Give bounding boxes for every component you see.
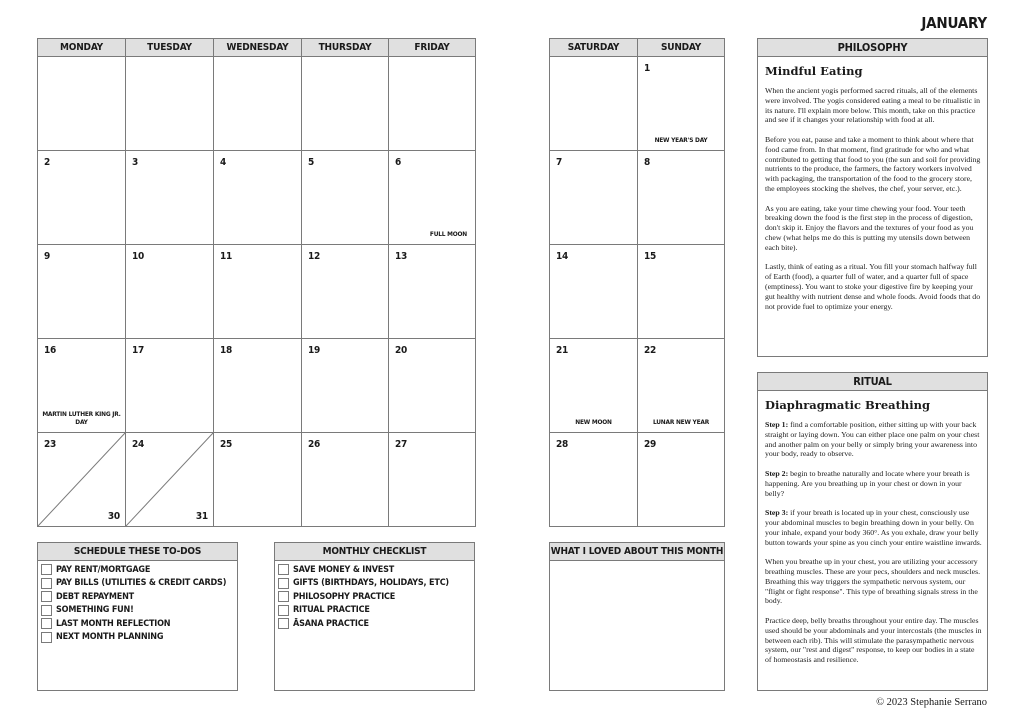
- day-cell[interactable]: [638, 433, 725, 527]
- week-row: [38, 433, 476, 527]
- day-number: 21: [556, 345, 569, 356]
- day-number: 8: [644, 157, 651, 168]
- day-cell[interactable]: [38, 339, 126, 433]
- checklist-item[interactable]: [38, 590, 237, 604]
- day-number: 9: [44, 251, 51, 262]
- week-row: [38, 339, 476, 433]
- day-event-label: MARTIN LUTHER KING JR. DAY: [42, 410, 121, 426]
- day-cell[interactable]: [38, 57, 126, 151]
- day-cell[interactable]: [389, 433, 476, 527]
- day-cell[interactable]: [38, 151, 126, 245]
- checklist-item-label: PHILOSOPHY PRACTICE: [293, 591, 396, 602]
- day-cell[interactable]: [550, 57, 638, 151]
- checklist-item-label: DEBT REPAYMENT: [56, 591, 135, 602]
- day-cell[interactable]: [214, 245, 302, 339]
- checklist-item-label: ĀSANA PRACTICE: [293, 618, 369, 629]
- month-title: JANUARY: [921, 14, 987, 32]
- day-number: 24: [132, 439, 145, 450]
- day-cell[interactable]: [214, 151, 302, 245]
- todos-box: [37, 542, 238, 691]
- checklist-item-label: PAY RENT/MORTGAGE: [56, 564, 151, 575]
- philosophy-header: PHILOSOPHY: [758, 39, 987, 57]
- checklist-item-label: PAY BILLS (UTILITIES & CREDIT CARDS): [56, 578, 227, 589]
- ritual-paragraph-text: find a comfortable position, either sitting up with your back straight or laying down. You can either place one palm on your chest and another palm on your belly or simply bring your awareness into your body, ready to observe.: [765, 420, 980, 459]
- day-number-secondary: 31: [195, 511, 208, 522]
- ritual-paragraph: [765, 469, 982, 498]
- day-cell[interactable]: [38, 433, 126, 527]
- loved-notes-area[interactable]: [550, 561, 724, 689]
- day-number: 20: [395, 345, 408, 356]
- day-number: 29: [644, 439, 657, 450]
- checklist-item-label: SAVE MONEY & INVEST: [293, 564, 395, 575]
- checkbox[interactable]: [41, 618, 52, 629]
- ritual-paragraph-text: Practice deep, belly breaths throughout your entire day. The muscles used should be your abdominals and your intercostals (the muscles in between each rib). This will stimulate the parasympathetic nervous system, our "rest and digest" response, to keep our bodies in a state of homeostasis and resilience.: [765, 615, 982, 665]
- day-cell[interactable]: [126, 57, 214, 151]
- day-cell[interactable]: [302, 245, 389, 339]
- checklist-item[interactable]: [38, 577, 237, 591]
- day-cell[interactable]: [389, 57, 476, 151]
- day-number: 17: [132, 345, 145, 356]
- day-cell[interactable]: [550, 151, 638, 245]
- day-cell[interactable]: [302, 433, 389, 527]
- checkbox[interactable]: [41, 632, 52, 643]
- checklist-item[interactable]: [38, 604, 237, 618]
- day-header-tuesday: TUESDAY: [126, 39, 214, 57]
- ritual-paragraph-text: begin to breathe naturally and locate where your breath is happening. Are you breathing up in your chest or down in your belly?: [765, 468, 970, 498]
- philosophy-body: [758, 86, 987, 311]
- day-cell[interactable]: [302, 151, 389, 245]
- checklist-item[interactable]: [275, 604, 474, 618]
- ritual-paragraph: [765, 616, 982, 665]
- ritual-panel: [757, 372, 988, 691]
- day-cell[interactable]: [214, 339, 302, 433]
- day-number: 2: [44, 157, 51, 168]
- day-number: 3: [132, 157, 139, 168]
- checklist-item-label: GIFTS (BIRTHDAYS, HOLIDAYS, ETC): [293, 578, 449, 589]
- checklist-item[interactable]: [275, 590, 474, 604]
- day-number: 19: [308, 345, 321, 356]
- day-cell[interactable]: [126, 433, 214, 527]
- day-event-label: NEW MOON: [575, 418, 612, 426]
- checklist-item[interactable]: [38, 563, 237, 577]
- checklist-item-label: LAST MONTH REFLECTION: [56, 618, 171, 629]
- day-cell[interactable]: [126, 245, 214, 339]
- week-row: [550, 151, 725, 245]
- philosophy-paragraph: When the ancient yogis performed sacred rituals, all of the elements were involved. The yogis considered eating a meal to be ritualistic in its nature. I'll explain more below. This month, take on this practice and see if it changes your relationship with food at all.: [765, 86, 981, 125]
- loved-title: WHAT I LOVED ABOUT THIS MONTH: [550, 543, 724, 561]
- step-label: Step 1:: [765, 420, 789, 429]
- day-cell[interactable]: [638, 57, 725, 151]
- checklist-item[interactable]: [275, 577, 474, 591]
- day-number: 15: [644, 251, 657, 262]
- philosophy-paragraph: Before you eat, pause and take a moment to think about where that food came from. In that moment, find gratitude for who and what contributed to getting that food to you (the sun and soil for providing nutrients to the produce, the farmers, the factory workers involved with packaging, the transportation of the food to the grocery store, the employees stocking the shelves, the chef, your server, etc.).: [765, 134, 981, 193]
- day-number: 27: [395, 439, 408, 450]
- day-number: 28: [556, 439, 569, 450]
- day-header-thursday: THURSDAY: [302, 39, 389, 57]
- checklist-item[interactable]: [275, 563, 474, 577]
- day-cell[interactable]: [550, 245, 638, 339]
- step-label: Step 3:: [765, 508, 789, 518]
- day-cell[interactable]: [638, 339, 725, 433]
- loved-box: [549, 542, 725, 691]
- ritual-paragraph: [765, 508, 982, 547]
- checkbox[interactable]: [278, 618, 289, 629]
- day-cell[interactable]: [550, 339, 638, 433]
- checklist-item-label: NEXT MONTH PLANNING: [56, 632, 164, 643]
- todos-list: [38, 561, 237, 644]
- calendar-weekdays: [37, 38, 476, 527]
- day-number: 26: [308, 439, 321, 450]
- calendar-weekend: [549, 38, 725, 527]
- day-event-label: FULL MOON: [429, 230, 467, 238]
- week-row: [550, 57, 725, 151]
- todos-title: SCHEDULE THESE TO-DOS: [38, 543, 237, 561]
- week-row: [550, 339, 725, 433]
- philosophy-paragraph: As you are eating, take your time chewing your food. Your teeth breaking down the food is the first step in the process of digestion, don't skip it. Enjoy the flavors and the textures of your food as you chew (what helps me do this is putting my utensils down between each bite).: [765, 203, 974, 252]
- day-cell[interactable]: [214, 433, 302, 527]
- day-cell[interactable]: [302, 57, 389, 151]
- checkbox[interactable]: [41, 591, 52, 602]
- day-number: 5: [308, 157, 315, 168]
- day-number: 14: [556, 251, 569, 262]
- ritual-paragraph-text: When you breathe up in your chest, you are utilizing your accessory breathing muscles. These are your pecs, shoulders and neck muscles. Breathing this way triggers the sympathetic nervous system, our "flight or fight response". This type of breathing signals stress in the body.: [765, 557, 981, 606]
- day-number: 12: [308, 251, 321, 262]
- day-cell[interactable]: [126, 151, 214, 245]
- ritual-paragraph-text: if your breath is located up in your chest, consciously use your abdominal muscles to begin breathing down in your belly. On your inhale, expand your body 360°. As you exhale, draw your belly button towards your spine as you cinch your entire waistline inwards.: [765, 508, 982, 547]
- day-event-label: NEW YEAR'S DAY: [654, 136, 708, 144]
- checklist-title: MONTHLY CHECKLIST: [275, 543, 474, 561]
- day-number-secondary: 30: [107, 511, 120, 522]
- day-cell[interactable]: [38, 245, 126, 339]
- day-header-wednesday: WEDNESDAY: [214, 39, 302, 57]
- day-cell[interactable]: [638, 151, 725, 245]
- day-header-saturday: SATURDAY: [550, 39, 638, 57]
- day-header-monday: MONDAY: [38, 39, 126, 57]
- philosophy-panel: [757, 38, 988, 357]
- checkbox[interactable]: [278, 578, 289, 589]
- weekday-header-row: [38, 39, 476, 57]
- checkbox[interactable]: [278, 605, 289, 616]
- week-row: [38, 245, 476, 339]
- day-number: 22: [644, 345, 657, 356]
- day-number: 25: [220, 439, 233, 450]
- day-cell[interactable]: [550, 433, 638, 527]
- copyright-notice: © 2023 Stephanie Serrano: [876, 697, 987, 708]
- day-event-label: LUNAR NEW YEAR: [652, 418, 710, 426]
- ritual-header: RITUAL: [758, 373, 987, 391]
- checklist-box: [274, 542, 475, 691]
- week-row: [550, 245, 725, 339]
- checkbox[interactable]: [41, 605, 52, 616]
- day-number: 10: [132, 251, 145, 262]
- checklist-list: [275, 561, 474, 631]
- checklist-item-label: RITUAL PRACTICE: [293, 605, 370, 616]
- day-number: 6: [395, 157, 402, 168]
- day-number: 18: [220, 345, 233, 356]
- checklist-item[interactable]: [38, 617, 237, 631]
- day-cell[interactable]: [638, 245, 725, 339]
- day-cell[interactable]: [302, 339, 389, 433]
- day-cell[interactable]: [126, 339, 214, 433]
- day-cell[interactable]: [389, 245, 476, 339]
- checklist-item[interactable]: [38, 631, 237, 645]
- checkbox[interactable]: [278, 564, 289, 575]
- day-number: 16: [44, 345, 57, 356]
- checkbox[interactable]: [41, 564, 52, 575]
- checkbox[interactable]: [41, 578, 52, 589]
- checkbox[interactable]: [278, 591, 289, 602]
- day-number: 1: [644, 63, 651, 74]
- day-number: 13: [395, 251, 408, 262]
- weekend-header-row: [550, 39, 725, 57]
- day-header-sunday: SUNDAY: [638, 39, 725, 57]
- philosophy-paragraph: Lastly, think of eating as a ritual. You fill your stomach halfway full of Earth (food), a quarter full of water, and a quarter full of space (emptiness). You want to stoke your digestive fire by keeping your gut healthy with nutrient dense and whole foods. Avoid foods that do not provide fuel to optimize your energy.: [765, 262, 981, 311]
- week-row: [550, 433, 725, 527]
- week-row: [38, 57, 476, 151]
- day-number: 7: [556, 157, 563, 168]
- ritual-title: Diaphragmatic Breathing: [765, 398, 931, 412]
- ritual-paragraph: [765, 557, 982, 606]
- day-number: 4: [220, 157, 227, 168]
- day-cell[interactable]: [214, 57, 302, 151]
- week-row: [38, 151, 476, 245]
- checklist-item[interactable]: [275, 617, 474, 631]
- ritual-body: [758, 420, 987, 665]
- day-header-friday: FRIDAY: [389, 39, 476, 57]
- day-number: 11: [220, 251, 233, 262]
- day-number: 23: [44, 439, 57, 450]
- step-label: Step 2:: [765, 468, 789, 478]
- checklist-item-label: SOMETHING FUN!: [56, 605, 134, 616]
- philosophy-title: Mindful Eating: [765, 64, 863, 78]
- ritual-paragraph: [765, 420, 982, 459]
- day-cell[interactable]: [389, 339, 476, 433]
- day-cell[interactable]: [389, 151, 476, 245]
